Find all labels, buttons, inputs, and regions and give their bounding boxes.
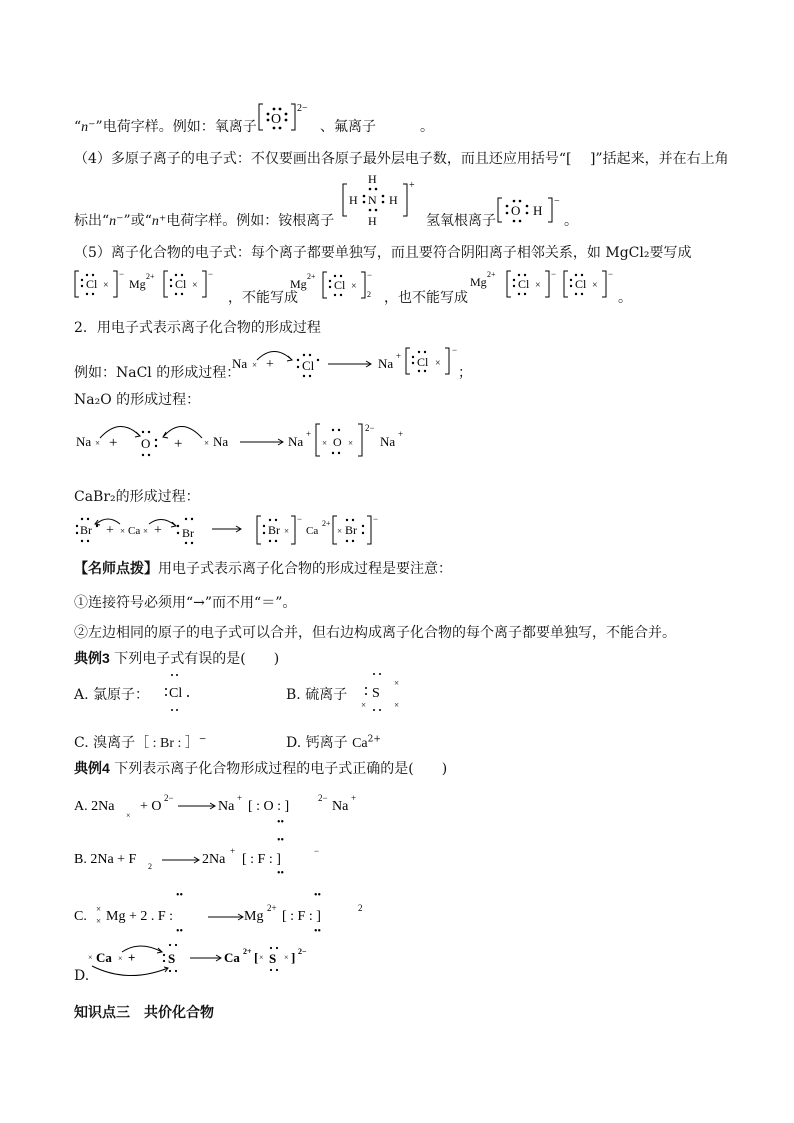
- na2o-formation-process: [74, 418, 414, 462]
- svg-text:2+: 2+: [267, 903, 277, 913]
- svg-text:••: ••: [277, 817, 285, 828]
- svg-text:Ca: Ca: [224, 950, 240, 965]
- svg-text:2−: 2−: [164, 793, 174, 803]
- text-line-5c: 。: [618, 290, 632, 306]
- option-4d[interactable]: D.: [74, 968, 90, 984]
- svg-text:×: ×: [143, 526, 149, 536]
- svg-text:×: ×: [96, 904, 102, 914]
- svg-text:Ca: Ca: [128, 525, 141, 537]
- svg-text:+: +: [237, 793, 243, 803]
- cabr2-label: CaBr₂的形成过程：: [74, 489, 200, 505]
- svg-text:−: −: [452, 345, 458, 355]
- ammonium-formula: [342, 172, 420, 228]
- svg-text:2+: 2+: [322, 519, 331, 528]
- svg-text:2−: 2−: [298, 947, 307, 956]
- svg-text:×: ×: [259, 953, 264, 962]
- svg-text:−: −: [373, 514, 379, 524]
- svg-text:Na: Na: [380, 434, 396, 449]
- nacl-formation-process: [230, 340, 470, 380]
- svg-text:2−: 2−: [318, 793, 328, 803]
- svg-text:×: ×: [96, 916, 102, 926]
- svg-text:H: H: [368, 214, 377, 228]
- svg-text:2+: 2+: [243, 947, 252, 956]
- svg-text:H: H: [533, 203, 543, 218]
- text-line-3: 标出“n⁻”或“n⁺电荷字样。例如：铵根离子: [74, 213, 335, 229]
- svg-text:×: ×: [337, 526, 343, 536]
- svg-text:Cl: Cl: [417, 355, 429, 369]
- svg-text:Cl: Cl: [518, 277, 530, 291]
- example-4-question: 典例4 下列表示离子化合物形成过程的电子式正确的是( ): [74, 760, 448, 777]
- svg-text:−: −: [297, 514, 303, 524]
- svg-text:2+: 2+: [146, 272, 155, 281]
- svg-text:−: −: [551, 269, 557, 279]
- svg-text:−: −: [608, 269, 614, 279]
- svg-text:+: +: [128, 950, 136, 965]
- oxide-ion-formula: [258, 100, 308, 132]
- svg-text:Mg + 2 . F :: Mg + 2 . F :: [106, 909, 174, 924]
- svg-text:Na: Na: [232, 356, 248, 371]
- svg-text:Cl: Cl: [175, 277, 187, 291]
- svg-text:••: ••: [176, 926, 184, 937]
- svg-text:+: +: [174, 436, 183, 452]
- svg-text:H: H: [349, 193, 358, 207]
- section-2-heading: 2．用电子式表示离子化合物的形成过程: [74, 320, 321, 336]
- svg-text:[ : O : ]: [ : O : ]: [248, 799, 290, 814]
- svg-text:H: H: [389, 193, 398, 207]
- svg-text:×: ×: [204, 438, 210, 448]
- mgcl2-correct-formula: [74, 268, 224, 300]
- option-4a[interactable]: [74, 788, 394, 830]
- text-line-3c: 。: [564, 213, 578, 229]
- option-a-formula: [160, 672, 200, 714]
- svg-text:Ca: Ca: [306, 525, 319, 537]
- option-4b[interactable]: [74, 836, 394, 878]
- na2o-label: Na₂O 的形成过程：: [74, 392, 201, 408]
- svg-text:+: +: [398, 429, 404, 439]
- svg-text:••: ••: [277, 868, 285, 879]
- svg-text:Cl: Cl: [302, 358, 315, 373]
- svg-text:••: ••: [176, 890, 184, 901]
- tip-item-2: ②左边相同的原子的电子式可以合并，但右边构成离子化合物的每个离子都要单独写，不能合并。: [74, 625, 676, 641]
- svg-text:••: ••: [314, 926, 322, 937]
- example-3-question: 典例3 下列电子式有误的是( ): [74, 650, 280, 667]
- option-a[interactable]: A. 氯原子：: [74, 687, 150, 703]
- svg-text:Mg: Mg: [290, 277, 307, 291]
- svg-text:×: ×: [351, 281, 357, 292]
- text-line-5b: ，也不能写成: [384, 290, 468, 306]
- text-line-1b: 、氟离子: [320, 119, 376, 135]
- svg-text:2+: 2+: [307, 272, 316, 281]
- svg-text:Mg: Mg: [129, 277, 146, 291]
- svg-text:×: ×: [88, 953, 93, 962]
- hydroxide-formula: [497, 194, 567, 226]
- text-line-1c: 。: [420, 119, 434, 135]
- svg-text:×: ×: [535, 280, 541, 291]
- svg-text:+: +: [230, 846, 236, 856]
- svg-text:2−: 2−: [365, 423, 375, 433]
- svg-text:2Na: 2Na: [202, 852, 226, 867]
- svg-text:×: ×: [394, 678, 400, 688]
- mgcl2-wrong-formula-1: [290, 270, 380, 300]
- option-b[interactable]: B. 硫离子: [286, 687, 348, 703]
- svg-text:×: ×: [361, 700, 367, 710]
- option-c[interactable]: C. 溴离子［ : Br : ］−: [74, 734, 207, 751]
- svg-text:−: −: [208, 269, 214, 279]
- svg-text:−: −: [554, 196, 560, 207]
- svg-text:S: S: [372, 686, 380, 701]
- svg-text:+: +: [396, 351, 402, 361]
- option-d[interactable]: D. 钙离子 $Ca^{2+}$: [286, 734, 381, 751]
- svg-text:Na: Na: [378, 356, 394, 371]
- tip-item-1: ①连接符号必须用“→”而不用“＝”。: [74, 595, 297, 611]
- svg-text:B. 2Na + F: B. 2Na + F: [74, 852, 137, 867]
- svg-text:Br: Br: [182, 526, 194, 540]
- svg-text:Cl: Cl: [334, 278, 346, 292]
- svg-text:−: −: [119, 269, 125, 279]
- svg-text:+: +: [154, 523, 162, 538]
- svg-text:×: ×: [118, 954, 123, 963]
- svg-text:−: −: [314, 846, 320, 856]
- svg-text:S: S: [269, 951, 277, 966]
- text-line-5a: ，不能写成: [228, 290, 298, 306]
- svg-text:Cl: Cl: [575, 277, 587, 291]
- svg-text:×: ×: [252, 360, 258, 370]
- svg-text:]: ]: [291, 950, 296, 965]
- svg-text:[: [: [254, 950, 259, 965]
- svg-text:+: +: [109, 435, 118, 451]
- svg-text:×: ×: [284, 953, 289, 962]
- svg-text:2: 2: [148, 862, 152, 871]
- nacl-suffix: ；: [458, 365, 472, 381]
- svg-text:×: ×: [120, 526, 126, 536]
- svg-text:••: ••: [314, 890, 322, 901]
- section-3-heading: 知识点三 共价化合物: [74, 1004, 214, 1020]
- svg-text:O: O: [141, 436, 151, 451]
- option-b-formula: [360, 670, 410, 716]
- svg-text:Ca: Ca: [96, 950, 112, 965]
- svg-text:×: ×: [126, 811, 131, 820]
- svg-text:×: ×: [103, 280, 109, 291]
- svg-text:+: +: [106, 523, 114, 538]
- svg-text:C.: C.: [74, 909, 87, 924]
- svg-text:S: S: [168, 951, 176, 966]
- svg-text:A. 2Na: A. 2Na: [74, 799, 115, 814]
- svg-text:Na: Na: [76, 434, 92, 449]
- text-line-3b: 氢氧根离子: [426, 213, 496, 229]
- svg-text:×: ×: [192, 280, 198, 291]
- svg-text:+ O: + O: [140, 799, 162, 814]
- svg-text:−: −: [367, 270, 373, 280]
- svg-text:O: O: [333, 435, 342, 449]
- cabr2-formation-process: [74, 512, 394, 550]
- svg-text:N: N: [368, 193, 377, 207]
- mgcl2-wrong-formula-2: [470, 268, 620, 300]
- svg-text:Br: Br: [80, 523, 92, 537]
- svg-text:Mg: Mg: [470, 275, 487, 289]
- svg-text:+: +: [409, 180, 415, 191]
- nacl-label: 例如：NaCl 的形成过程：: [74, 365, 241, 381]
- option-4d-formula: [88, 940, 328, 980]
- svg-text:×: ×: [435, 358, 441, 369]
- svg-text:Na: Na: [332, 799, 349, 814]
- svg-text:2+: 2+: [487, 270, 496, 279]
- svg-text:×: ×: [348, 438, 354, 448]
- svg-text:Br: Br: [345, 523, 357, 537]
- teacher-tip: 【名师点拨】用电子式表示离子化合物的形成过程是要注意：: [74, 560, 452, 577]
- svg-text:Cl: Cl: [169, 686, 183, 701]
- svg-text:Cl: Cl: [86, 277, 98, 291]
- svg-text:O: O: [511, 203, 521, 218]
- svg-text:2: 2: [367, 290, 371, 299]
- svg-text:Na: Na: [218, 799, 235, 814]
- svg-text:2: 2: [358, 903, 363, 913]
- svg-text:×: ×: [95, 438, 101, 448]
- svg-text:Na: Na: [213, 434, 229, 449]
- svg-text:2−: 2−: [297, 103, 308, 114]
- svg-text:••: ••: [277, 835, 285, 846]
- svg-text:Mg: Mg: [244, 909, 264, 924]
- svg-text:×: ×: [284, 526, 290, 536]
- svg-text:+: +: [351, 793, 357, 803]
- svg-text:[ : F : ]: [ : F : ]: [282, 909, 321, 924]
- svg-text:×: ×: [592, 280, 598, 291]
- svg-text:[ : F : ]: [ : F : ]: [242, 852, 281, 867]
- svg-text:O: O: [271, 112, 282, 127]
- svg-text:+: +: [306, 429, 312, 439]
- svg-text:Br: Br: [268, 523, 280, 537]
- svg-text:H: H: [368, 172, 377, 186]
- svg-text:×: ×: [322, 438, 328, 448]
- option-4c[interactable]: [74, 890, 394, 936]
- svg-text:+: +: [266, 357, 274, 372]
- text-line-4: （5）离子化合物的电子式：每个离子都要单独写，而且要符合阴阳离子相邻关系，如 MgCl₂要写成: [74, 245, 692, 261]
- text-line-2: （4）多原子离子的电子式：不仅要画出各原子最外层电子数，而且还应用括号“[ ]”括起来，并在右上角: [74, 151, 729, 167]
- svg-text:×: ×: [394, 700, 400, 710]
- svg-text:Na: Na: [288, 434, 304, 449]
- text-line-1: “n⁻”电荷字样。例如：氧离子: [74, 119, 257, 135]
